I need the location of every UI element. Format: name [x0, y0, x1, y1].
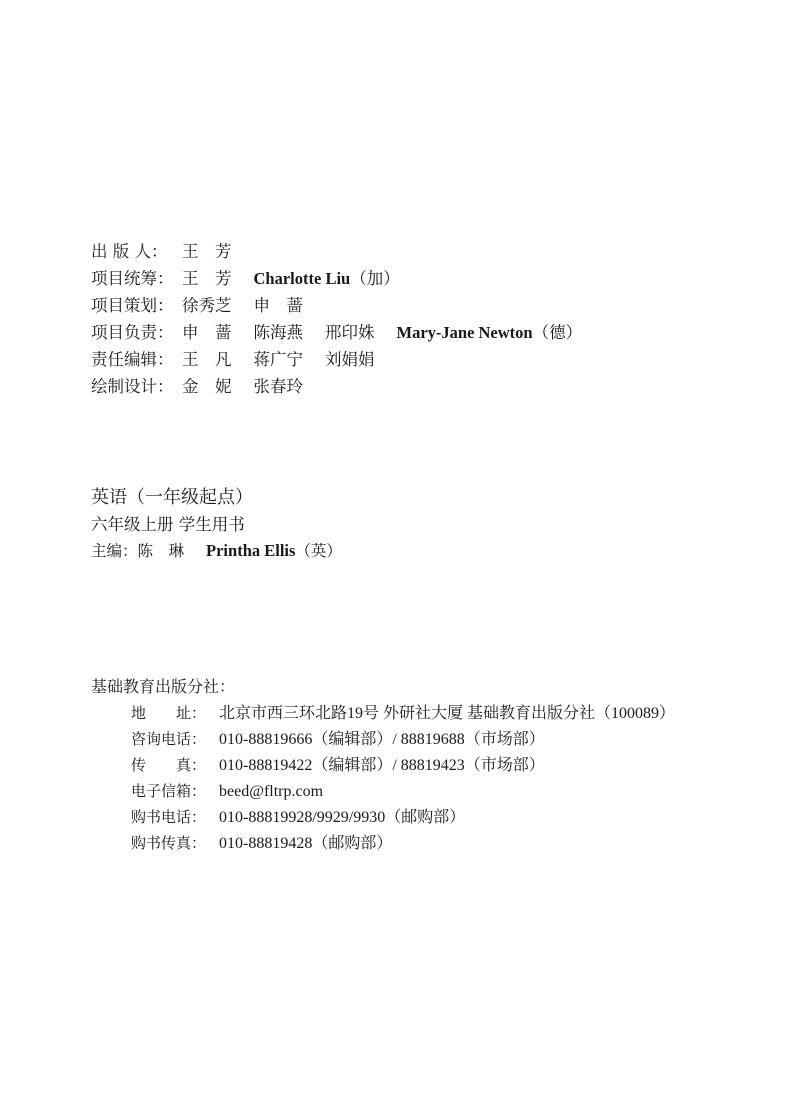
contact-phone — [131, 726, 675, 752]
book-editors — [91, 538, 342, 564]
contact-list — [131, 700, 675, 856]
credit-label: 责任编辑： — [91, 350, 174, 369]
contact-label: 购书传真： — [131, 834, 207, 852]
contact-label: 地 址： — [131, 704, 207, 722]
credit-name-latin: Charlotte Liu — [253, 269, 351, 288]
credit-label: 出 版 人： — [91, 242, 168, 261]
credit-name: 张春玲 — [253, 377, 303, 396]
credit-row-responsible — [91, 319, 582, 346]
book-info — [91, 484, 342, 564]
credit-row-coordination — [91, 265, 582, 292]
publisher-name: 基础教育出版分社： — [91, 677, 236, 696]
editor-label: 主编： — [91, 542, 138, 560]
book-subtitle: 六年级上册 学生用书 — [91, 515, 245, 534]
credit-name: 申 蔷 — [253, 296, 303, 315]
credit-label: 项目统筹： — [91, 269, 174, 288]
credit-name: 王 芳 — [182, 269, 232, 288]
publisher-info — [91, 674, 675, 856]
credit-row-editors — [91, 346, 582, 373]
credit-name: 邢印姝 — [325, 323, 375, 342]
credit-label: 项目策划： — [91, 296, 174, 315]
editor-country: （英） — [295, 542, 342, 560]
editor-name-en: Printha Ellis — [206, 541, 296, 560]
contact-order-fax — [131, 830, 675, 856]
contact-email-link[interactable]: beed@fltrp.com — [219, 783, 324, 800]
contact-fax — [131, 752, 675, 778]
credit-country: （德） — [532, 323, 583, 342]
credit-country: （加） — [350, 269, 400, 288]
contact-order-phone — [131, 804, 675, 830]
credit-name: 徐秀芝 — [182, 296, 232, 315]
credit-name-latin: Mary-Jane Newton — [396, 323, 533, 342]
credit-row-design — [91, 373, 582, 400]
credit-label: 绘制设计： — [91, 377, 174, 396]
contact-value: 北京市西三环北路19号 外研社大厦 基础教育出版分社（100089） — [219, 705, 676, 722]
credit-row-planning — [91, 292, 582, 319]
contact-value: 010-88819666（编辑部）/ 88819688（市场部） — [219, 731, 545, 748]
credit-name: 陈海燕 — [253, 323, 303, 342]
contact-label: 购书电话： — [131, 808, 207, 826]
contact-label: 电子信箱： — [131, 782, 207, 800]
credit-name: 刘娟娟 — [325, 350, 375, 369]
credit-label: 项目负责： — [91, 323, 174, 342]
book-title: 英语（一年级起点） — [91, 487, 253, 508]
credit-name: 蒋广宁 — [253, 350, 303, 369]
editor-name-cn: 陈 琳 — [137, 542, 185, 560]
credit-name: 金 妮 — [182, 377, 232, 396]
contact-label: 咨询电话： — [131, 730, 207, 748]
contact-address — [131, 700, 675, 726]
contact-label: 传 真： — [131, 756, 207, 774]
credit-name: 王 凡 — [182, 350, 232, 369]
contact-value: 010-88819428（邮购部） — [219, 835, 393, 852]
credit-row-publisher — [91, 238, 582, 265]
contact-value: 010-88819422（编辑部）/ 88819423（市场部） — [219, 757, 545, 774]
credits-block — [91, 238, 582, 400]
contact-value: 010-88819928/9929/9930（邮购部） — [219, 809, 466, 826]
credit-name: 申 蔷 — [182, 323, 232, 342]
credit-name: 王 芳 — [182, 242, 232, 261]
contact-email — [131, 778, 675, 804]
